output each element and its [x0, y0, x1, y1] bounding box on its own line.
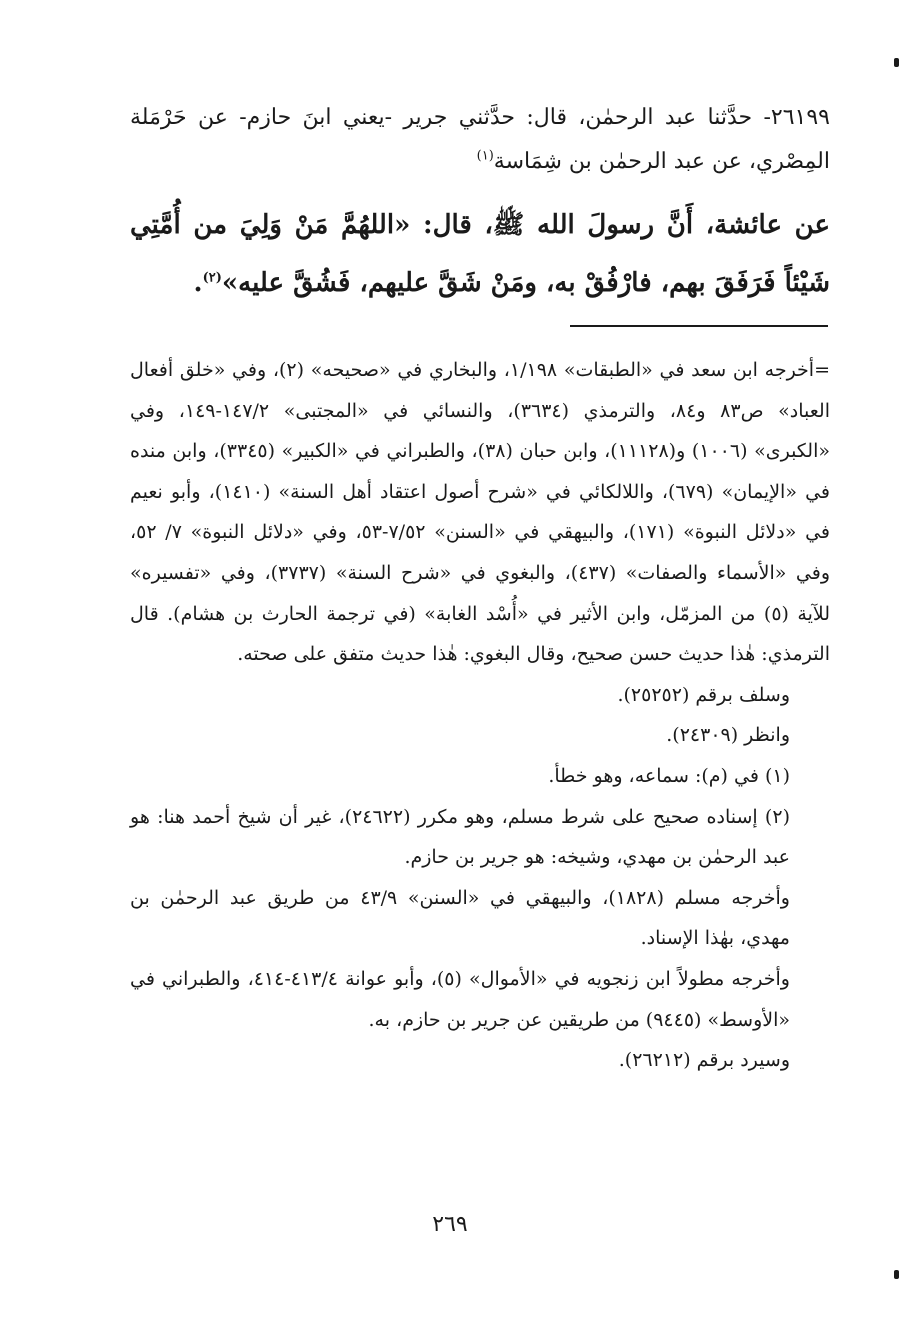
footnotes — [130, 350, 830, 1081]
edge-mark — [894, 1270, 899, 1279]
page-number: ٢٦٩ — [432, 1212, 468, 1237]
isnad-text: ٢٦١٩٩- حدَّثنا عبد الرحمٰن، قال: حدَّثني جرير -يعني ابنَ حازم- عن حَرْمَلة المِصْري، عن عبد الرحمٰن بن شِمَاسة — [130, 105, 830, 174]
matn-end: . — [193, 268, 203, 298]
see-also-line: وانظر (٢٤٣٠٩). — [666, 724, 790, 747]
footnote-2-source: وأخرجه مسلم (١٨٢٨)، والبيهقي في «السنن» ٤٣/٩ من طريق عبد الرحمٰن بن مهدي، بهٰذا الإسناد. — [130, 886, 790, 950]
footnote-2-crossref: وسيرد برقم (٢٦٢١٢). — [618, 1049, 790, 1072]
footnote-2: (٢) إسناده صحيح على شرط مسلم، وهو مكرر (٢٤٦٢٢)، غير أن شيخ أحمد هنا: هو عبد الرحمٰن بن مهدي، وشيخه: هو جرير بن حازم. — [130, 805, 790, 869]
matn-text: عن عائشة، أَنَّ رسولَ الله ﷺ، قال: «اللهُمَّ مَنْ وَلِيَ من أُمَّتِي شَيْئاً فَرَفَقَ بهم، فارْفُقْ به، ومَنْ شَقَّ عليهم، فَشُقَّ عليه» — [130, 210, 830, 298]
see-also-line: وسلف برقم (٢٥٢٥٢). — [617, 683, 790, 706]
footnote-ref-2: (٢) — [202, 270, 222, 286]
footnote-1: (١) في (م): سماعه، وهو خطأ. — [548, 764, 790, 787]
edge-mark — [894, 58, 899, 67]
hadith-chain — [130, 96, 830, 184]
footnote-2-source: وأخرجه مطولاً ابن زنجويه في «الأموال» (٥)، وأبو عوانة ٤١٣/٤-٤١٤، والطبراني في «الأوسط» (٩٤٤٥) من طريقين عن جرير بن حازم، به. — [130, 967, 790, 1031]
footnote-separator — [570, 325, 828, 327]
footnote-continuation: =أخرجه ابن سعد في «الطبقات» ١/١٩٨، والبخاري في «صحيحه» (٢)، وفي «خلق أفعال العباد» ص٨٣ و٨٤، والترمذي (٣٦٣٤)، والنسائي في «المجتبى» ١٤٧/٢-١٤٩، وفي «الكبرى» (١٠٠٦) و(١١١٢٨)، وابن حبان (٣٨)، والطبراني في «الكبير» (٣٣٤٥)، وابن منده في «الإيمان» (٦٧٩)، واللالكائي في «شرح أصول اعتقاد أهل السنة» (١٤١٠)، وأبو نعيم في «دلائل النبوة» (١٧١)، والبيهقي في «السنن» ٧/٥٢-٥٣، وفي «دلائل النبوة» ٧/ ٥٢، وفي «الأسماء والصفات» (٤٣٧)، والبغوي في «شرح السنة» (٣٧٣٧)، وفي «تفسيره» للآية (٥) من المزمّل، وابن الأثير في «أُسْد الغابة» (في ترجمة الحارث بن هشام). قال الترمذي: هٰذا حديث حسن صحيح، وقال البغوي: هٰذا حديث متفق على صحته. — [130, 359, 830, 666]
footnote-ref-1: (١) — [476, 148, 494, 164]
hadith-matn — [130, 196, 830, 312]
